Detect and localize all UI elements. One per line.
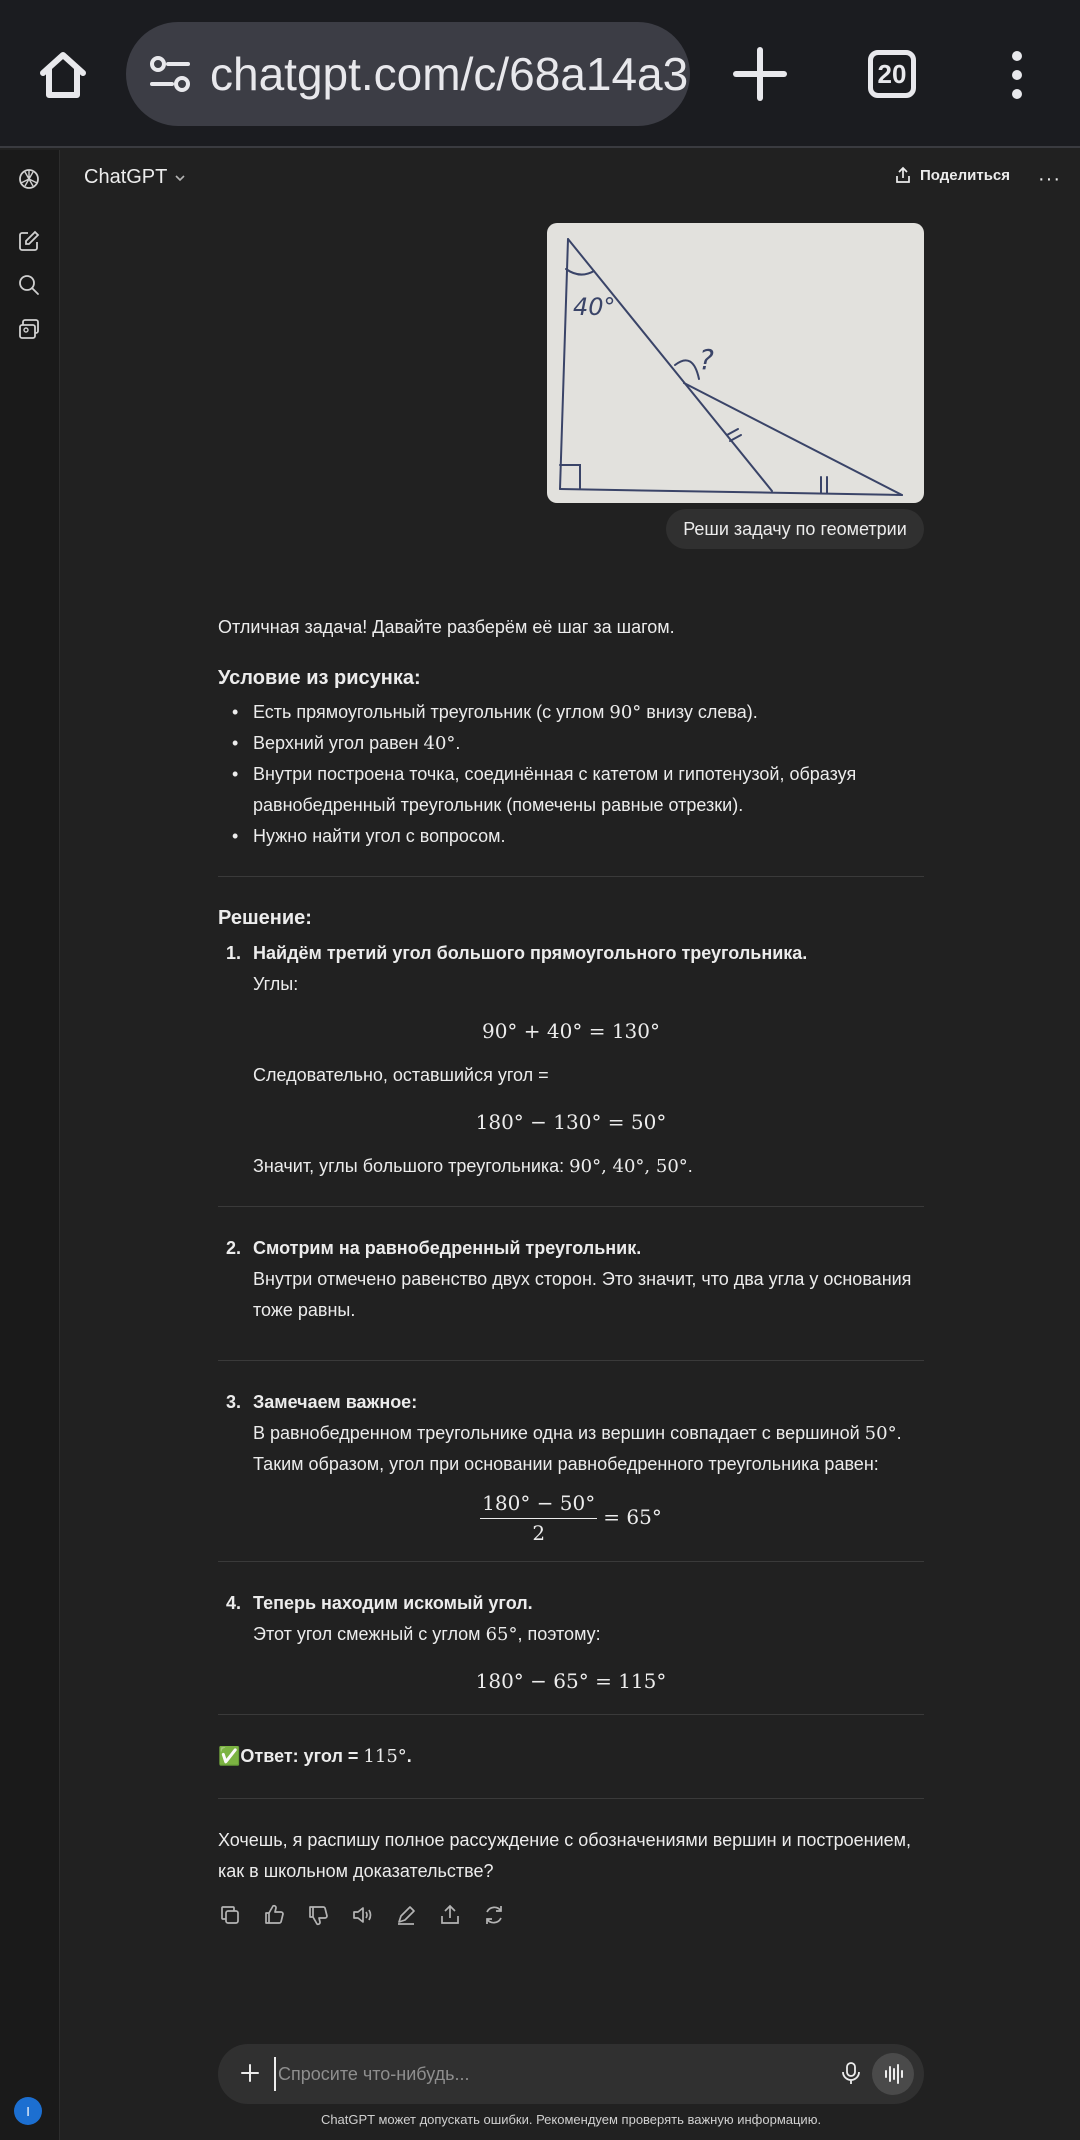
step-number: 2. (226, 1238, 242, 1258)
math-equation: 90° + 40° = 130° (481, 1019, 661, 1043)
divider (218, 1206, 924, 1207)
divider (218, 1561, 924, 1562)
list-item: • Есть прямоугольный треугольник (с углом 90° внизу слева). (218, 697, 924, 728)
step-text: Таким образом, угол при основании равнобедренного треугольника равен: (253, 1454, 879, 1474)
new-tab-icon[interactable] (730, 44, 790, 104)
divider (218, 1798, 924, 1799)
step-number: 1. (226, 943, 242, 963)
library-icon[interactable] (16, 316, 42, 342)
read-aloud-icon[interactable] (350, 1903, 374, 1927)
browser-menu-icon[interactable] (1000, 50, 1034, 100)
step-text: Углы: (253, 974, 299, 994)
divider (218, 1360, 924, 1361)
microphone-icon[interactable] (838, 2060, 864, 2086)
edit-in-canvas-icon[interactable] (394, 1903, 418, 1927)
user-message-bubble: Реши задачу по геометрии (666, 509, 924, 549)
thumbs-down-icon[interactable] (306, 1903, 330, 1927)
condition-heading: Условие из рисунка: (218, 667, 421, 689)
question-mark-label: ? (699, 343, 714, 376)
openai-logo-icon[interactable] (16, 166, 42, 192)
disclaimer-text: ChatGPT может допускать ошибки. Рекомендуем проверять важную информацию. (320, 2112, 822, 2127)
model-selector[interactable] (84, 166, 187, 189)
step-text: Следовательно, оставшийся угол = (253, 1065, 549, 1085)
list-item: • Внутри построена точка, соединённая с катетом и гипотенузой, образуя равнобедренный треугольник (помечены равные отрезки). (218, 759, 924, 821)
fraction-result: = 65° (603, 1505, 662, 1529)
math-equation: 180° − 130° = 50° (475, 1110, 667, 1134)
solution-heading: Решение: (218, 907, 312, 929)
regenerate-icon[interactable] (482, 1903, 506, 1927)
model-name: ChatGPT (84, 166, 168, 188)
share-message-icon[interactable] (438, 1903, 462, 1927)
followup-question: Хочешь, я распишу полное рассуждение с обозначениями вершин и построением, как в школьном доказательстве? (218, 1830, 912, 1881)
fraction-denominator: 2 (532, 1521, 546, 1545)
assistant-message (218, 612, 924, 1927)
chevron-down-icon (173, 171, 187, 185)
avatar[interactable]: I (14, 2097, 42, 2125)
browser-toolbar (0, 0, 1080, 148)
step-text: В равнобедренном треугольнике одна из вершин совпадает с вершиной 50°. (253, 1423, 902, 1444)
step-text: Этот угол смежный с углом 65°, поэтому: (253, 1624, 601, 1645)
solution-step-3 (218, 1387, 924, 1547)
more-options-button[interactable]: ··· (1038, 168, 1061, 190)
solution-step-2 (218, 1233, 924, 1326)
thumbs-up-icon[interactable] (262, 1903, 286, 1927)
tab-switcher-button[interactable]: 20 (868, 50, 916, 98)
intro-text: Отличная задача! Давайте разберём её шаг за шагом. (218, 617, 675, 637)
conditions-list (218, 697, 924, 852)
site-settings-icon[interactable] (146, 50, 194, 98)
uploaded-geometry-image[interactable] (547, 223, 924, 503)
new-chat-icon[interactable] (16, 228, 42, 254)
address-bar[interactable] (126, 22, 690, 126)
step-title: Смотрим на равнобедренный треугольник. (253, 1238, 642, 1258)
step-title: Теперь находим искомый угол. (253, 1593, 533, 1613)
voice-mode-button[interactable] (872, 2053, 914, 2095)
list-item: • Верхний угол равен 40°. (218, 728, 924, 759)
plus-icon[interactable] (238, 2061, 262, 2085)
check-mark-icon: ✅ (218, 1746, 241, 1766)
answer-line: ✅Ответ: угол = 115°. (218, 1746, 412, 1767)
step-title: Замечаем важное: (253, 1392, 418, 1412)
fraction-numerator: 180° − 50° (480, 1490, 597, 1519)
url-text: chatgpt.com/c/68a14a3 (210, 48, 689, 100)
share-label: Поделиться (920, 166, 1011, 184)
angle-40-label: 40° (573, 293, 616, 321)
math-fraction-equation (218, 1490, 924, 1547)
step-number: 3. (226, 1392, 242, 1412)
sidebar (0, 150, 60, 2140)
math-equation: 180° − 65° = 115° (475, 1669, 667, 1693)
message-actions (218, 1903, 924, 1927)
divider (218, 876, 924, 877)
divider (218, 1714, 924, 1715)
share-icon (894, 166, 912, 184)
home-icon[interactable] (30, 42, 96, 108)
search-icon[interactable] (16, 272, 42, 298)
step-number: 4. (226, 1593, 242, 1613)
voice-waveform-icon (872, 2053, 914, 2095)
solution-step-1 (218, 938, 924, 1182)
prompt-input[interactable] (274, 2057, 794, 2091)
message-composer (218, 2044, 924, 2104)
step-text: Значит, углы большого треугольника: 90°, 40°, 50°. (253, 1156, 693, 1177)
step-text: Внутри отмечено равенство двух сторон. Это значит, что два угла у основания тоже равны. (253, 1269, 912, 1320)
list-item: • Нужно найти угол с вопросом. (218, 821, 924, 852)
share-button[interactable] (894, 166, 1010, 184)
copy-icon[interactable] (218, 1903, 242, 1927)
step-title: Найдём третий угол большого прямоугольного треугольника. (253, 943, 808, 963)
solution-step-4 (218, 1588, 924, 1696)
